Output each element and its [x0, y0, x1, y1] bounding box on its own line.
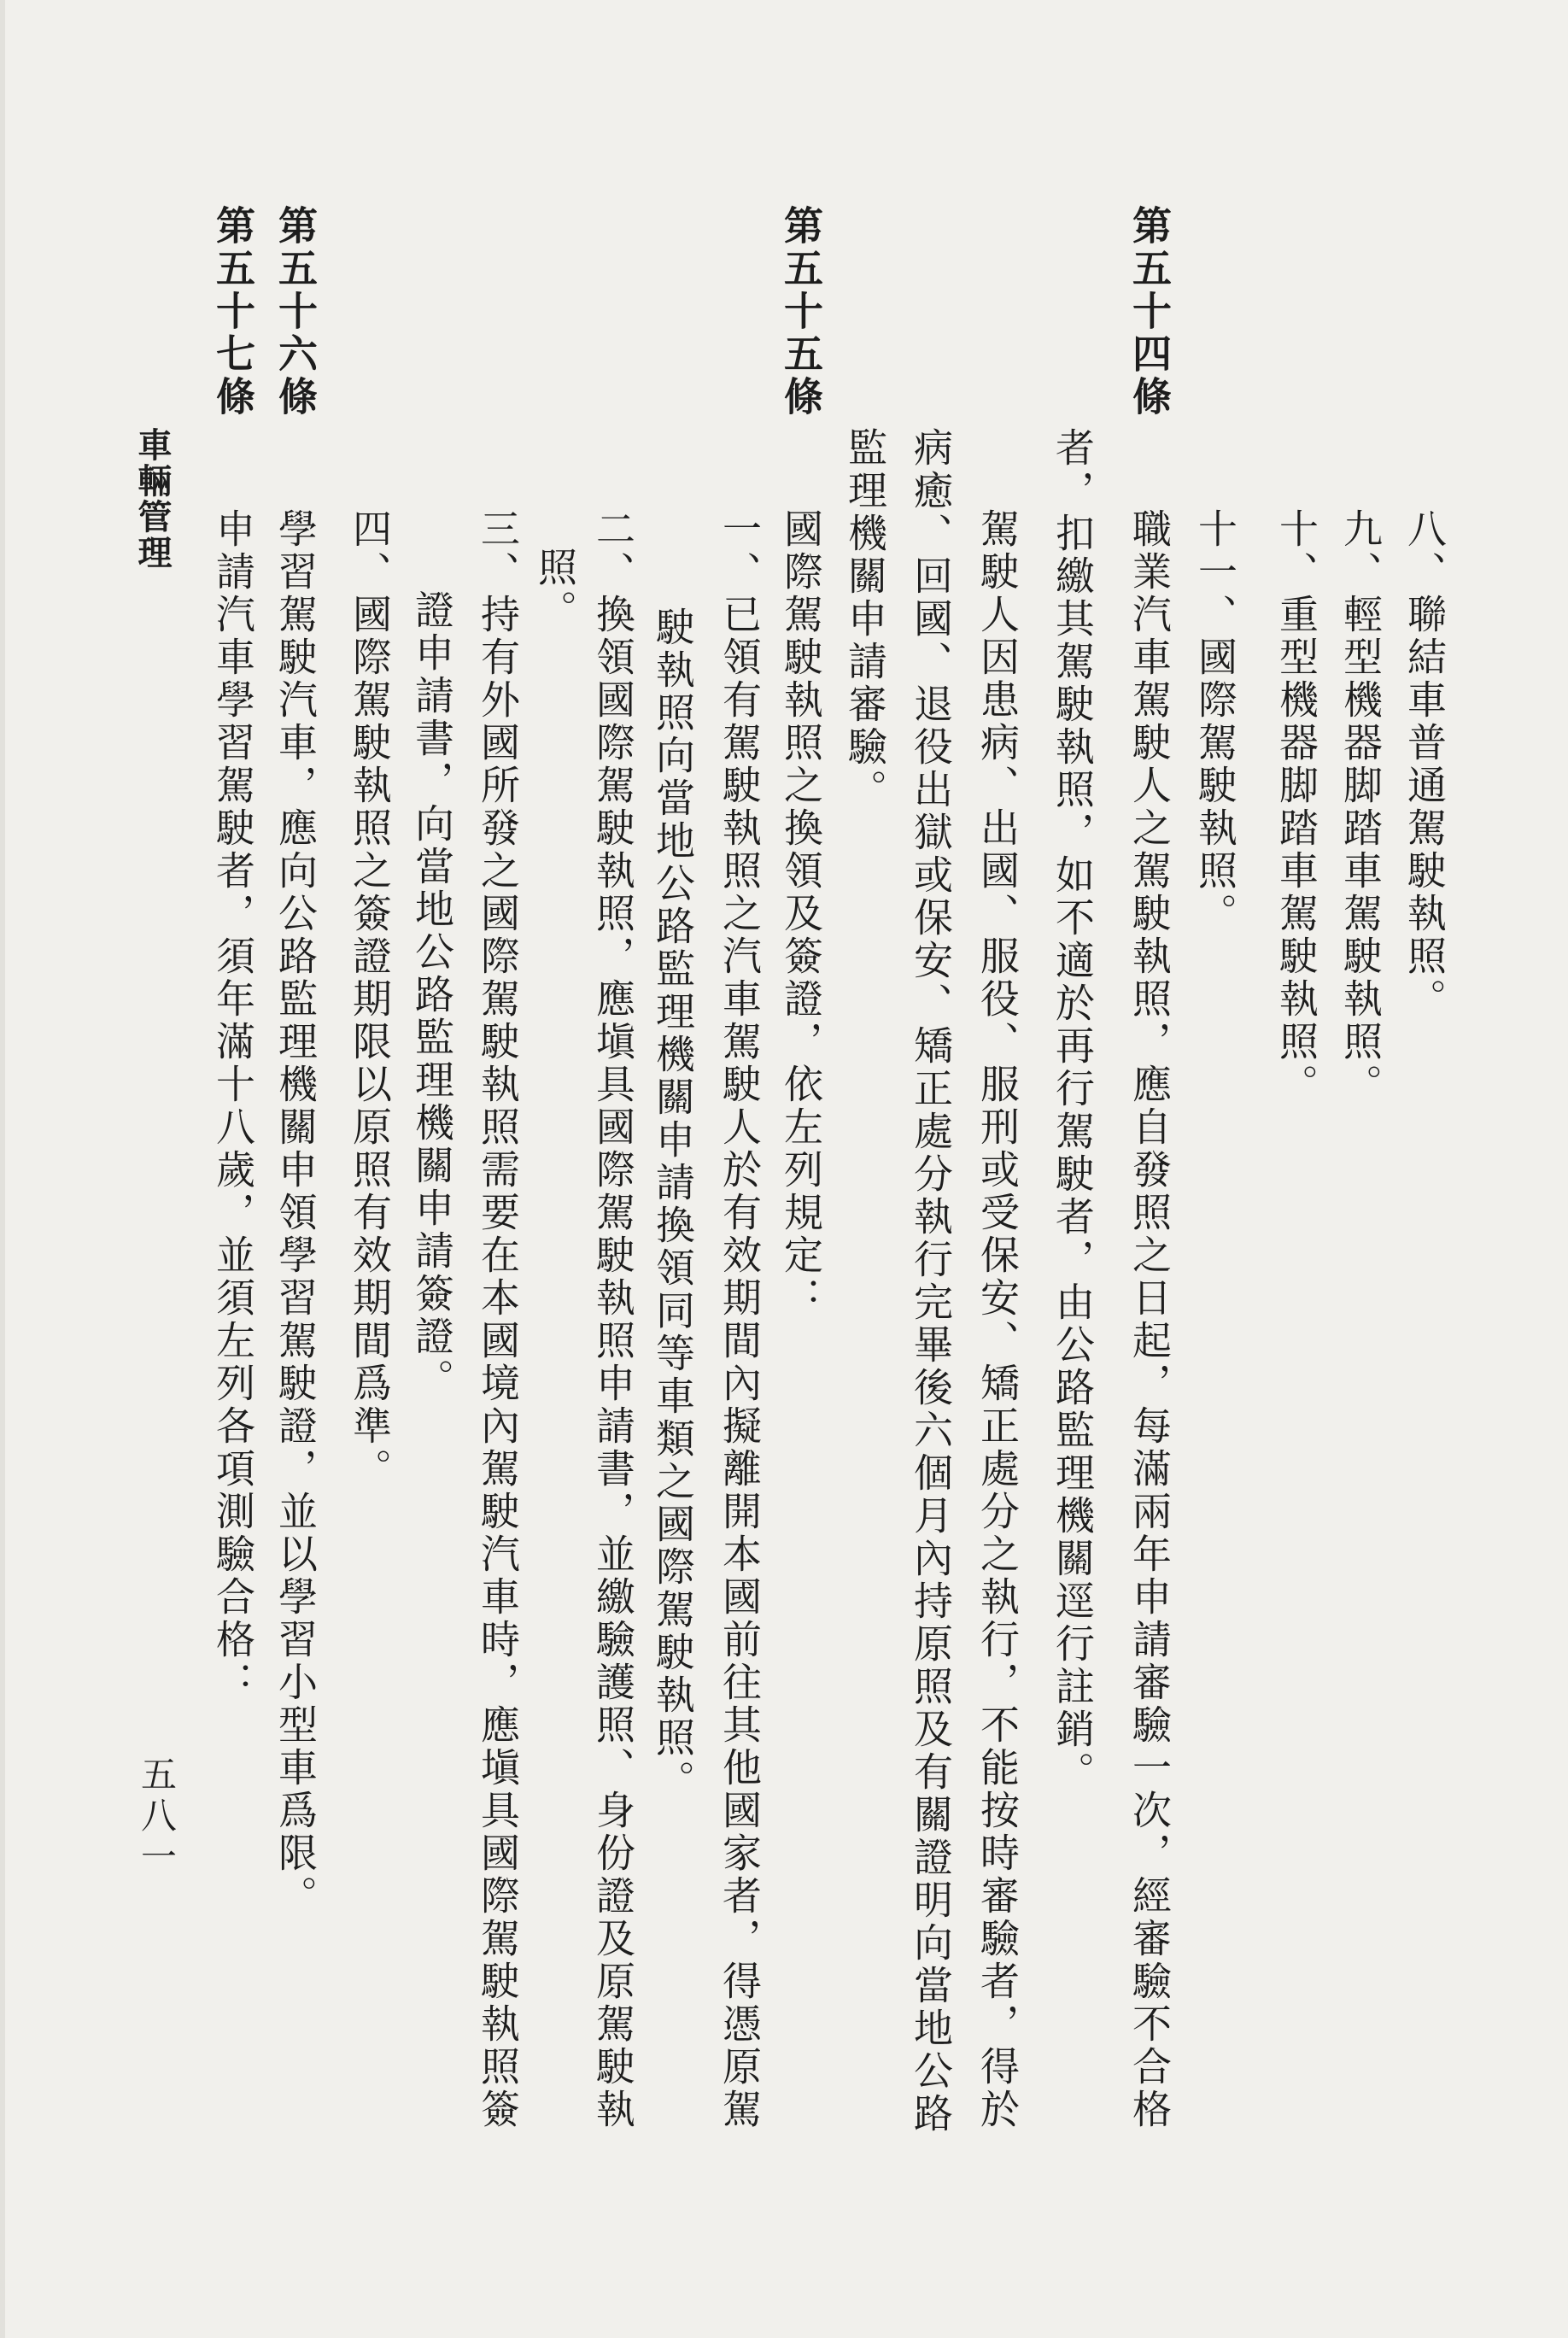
- article-54-line-2: 者，扣繳其駕駛執照，如不適於再行駕駛者，由公路監理機關逕行註銷。: [1050, 427, 1096, 1794]
- article-54-line-4: 病癒、回國、退役出獄或保安、矯正處分執行完畢後六個月內持原照及有關證明向當地公路: [908, 427, 954, 2136]
- article-55-label: 第五十五條: [778, 205, 824, 419]
- article-55-item-2-cont: 照。: [532, 547, 578, 632]
- page-edge-shadow: [0, 0, 5, 2338]
- list-item-8: 八、聯結車普通駕駛執照。: [1401, 508, 1448, 1021]
- article-54-line-3: 駕駛人因患病、出國、服役、服刑或受保安、矯正處分之執行，不能按時審驗者，得於: [974, 508, 1021, 2131]
- article-54-line-5: 監理機關申請審驗。: [842, 427, 888, 812]
- article-55-intro: 國際駕駛執照之換領及簽證，依左列規定：: [778, 508, 824, 1320]
- article-56-text: 學習駕駛汽車，應向公路監理機關申領學習駕駛證，並以學習小型車爲限。: [272, 508, 319, 1918]
- list-item-11: 十一、國際駕駛執照。: [1192, 508, 1238, 935]
- article-56-label: 第五十六條: [272, 205, 319, 419]
- article-57-text: 申請汽車學習駕駛者，須年滿十八歲，並須左列各項測驗合格：: [210, 508, 256, 1704]
- article-55-item-2: 二、換領國際駕駛執照，應塡具國際駕駛執照申請書，並繳驗護照、身份證及原駕駛執: [590, 508, 636, 2131]
- running-header: 車輛管理: [132, 427, 173, 571]
- bleed-through-text: [547, 120, 588, 2084]
- article-55-item-1: 一、已領有駕駛執照之汽車駕駛人於有效期間內擬離開本國前往其他國家者，得憑原駕: [717, 508, 763, 2131]
- article-55-item-4: 四、國際駕駛執照之簽證期限以原照有效期間爲準。: [347, 508, 393, 1491]
- article-54-label: 第五十四條: [1126, 205, 1173, 419]
- list-item-10: 十、重型機器脚踏車駕駛執照。: [1273, 508, 1319, 1106]
- list-item-9: 九、輕型機器脚踏車駕駛執照。: [1337, 508, 1384, 1106]
- article-57-label: 第五十七條: [210, 205, 256, 419]
- article-54-line-1: 職業汽車駕駛人之駕駛執照，應自發照之日起，每滿兩年申請審驗一次，經審驗不合格: [1126, 508, 1173, 2131]
- page-number: 五八一: [136, 1755, 178, 1878]
- article-55-item-3-cont: 證申請書，向當地公路監理機關申請簽證。: [409, 589, 455, 1401]
- article-55-item-3: 三、持有外國所發之國際駕駛執照需要在本國境內駕駛汽車時，應塡具國際駕駛執照簽: [475, 508, 521, 2131]
- article-55-item-1-cont: 駛執照向當地公路監理機關申請換領同等車類之國際駕駛執照。: [650, 606, 696, 1802]
